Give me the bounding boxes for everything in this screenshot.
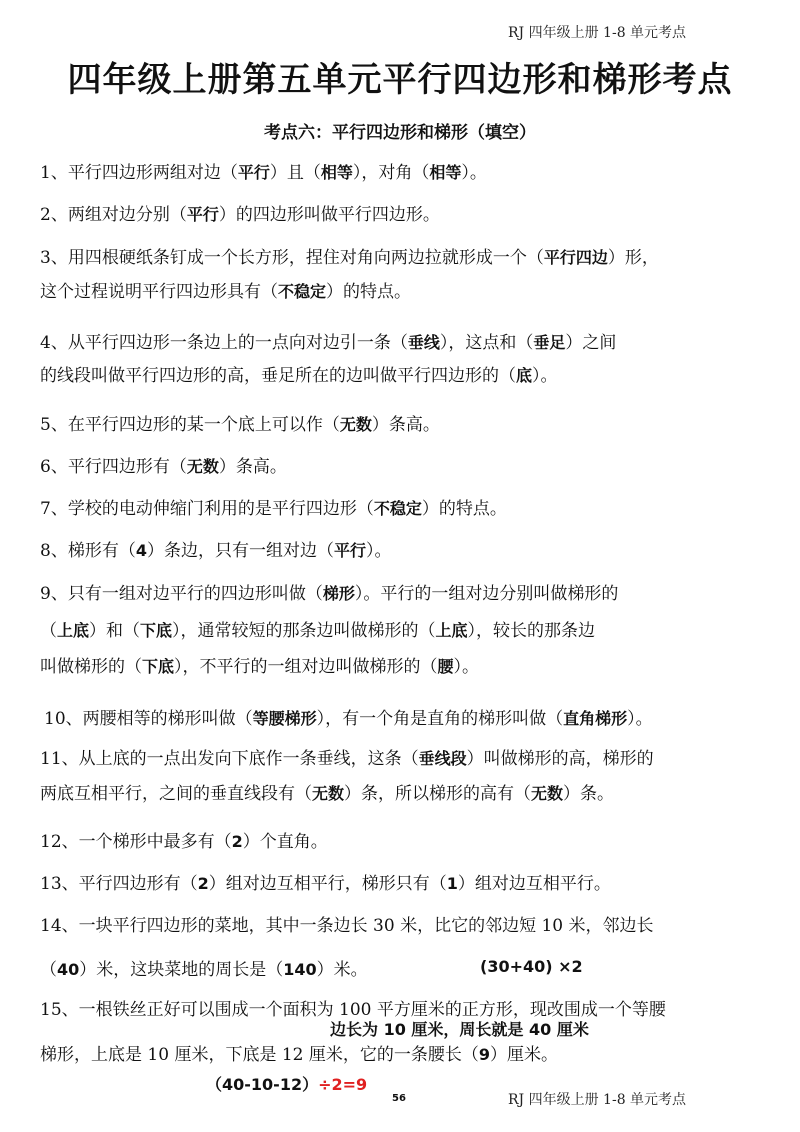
note-15-calculation-red: ÷2=9 <box>318 1075 368 1094</box>
answer-9e: 下底 <box>142 657 175 676</box>
question-11-line-1: 11、从上底的一点出发向下底作一条垂线，这条（垂线段）叫做梯形的高，梯形的 <box>40 749 654 769</box>
answer-9c: 下底 <box>140 621 173 640</box>
note-15-calculation: （40-10-12）÷2=9 <box>206 1075 368 1094</box>
answer-1b: 相等 <box>320 163 353 182</box>
note-15-side-length: 边长为 10 厘米，周长就是 40 厘米 <box>330 1020 589 1039</box>
answer-10a: 等腰梯形 <box>252 709 317 728</box>
answer-5: 无数 <box>339 415 372 434</box>
question-15-line-2: 梯形，上底是 10 厘米，下底是 12 厘米，它的一条腰长（9）厘米。 <box>40 1045 559 1065</box>
answer-14a: 40 <box>57 960 80 979</box>
answer-11b: 无数 <box>312 784 345 803</box>
answer-4b: 垂足 <box>533 333 566 352</box>
page-title: 四年级上册第五单元平行四边形和梯形考点 <box>67 60 733 100</box>
answer-3a: 平行四边 <box>543 248 608 267</box>
answer-3b: 不稳定 <box>278 282 327 301</box>
answer-9b: 上底 <box>57 621 90 640</box>
answer-4a: 垂线 <box>407 333 440 352</box>
question-14-line-1: 14、一块平行四边形的菜地，其中一条边长 30 米，比它的邻边短 10 米，邻边长 <box>40 916 654 936</box>
question-3-line-1: 3、用四根硬纸条钉成一个长方形，捏住对角向两边拉就形成一个（平行四边）形， <box>40 248 659 268</box>
question-13: 13、平行四边形有（2）组对边互相平行，梯形只有（1）组对边互相平行。 <box>40 874 611 894</box>
question-2: 2、两组对边分别（平行）的四边形叫做平行四边形。 <box>40 205 440 225</box>
answer-8b: 平行 <box>333 541 366 560</box>
answer-8a: 4 <box>135 541 147 560</box>
question-9-line-1: 9、只有一组对边平行的四边形叫做（梯形）。平行的一组对边分别叫做梯形的 <box>40 584 619 604</box>
answer-1a: 平行 <box>237 163 270 182</box>
question-9-line-3: 叫做梯形的（下底），不平行的一组对边叫做梯形的（腰）。 <box>40 657 480 677</box>
note-14-calculation: (30+40) ×2 <box>480 957 583 976</box>
question-15-line-1: 15、一根铁丝正好可以围成一个面积为 100 平方厘米的正方形，现改围成一个等腰 <box>40 1000 666 1020</box>
answer-1c: 相等 <box>429 163 462 182</box>
page-number: 56 <box>392 1093 406 1104</box>
question-9-line-2: （上底）和（下底），通常较短的那条边叫做梯形的（上底），较长的那条边 <box>40 621 596 641</box>
question-11-line-2: 两底互相平行，之间的垂直线段有（无数）条，所以梯形的高有（无数）条。 <box>40 784 615 804</box>
answer-7: 不稳定 <box>373 499 422 518</box>
question-7: 7、学校的电动伸缩门利用的是平行四边形（不稳定）的特点。 <box>40 499 507 519</box>
section-subtitle: 考点六：平行四边形和梯形（填空） <box>264 123 536 143</box>
answer-10b: 直角梯形 <box>563 709 628 728</box>
answer-9a: 梯形 <box>322 584 355 603</box>
question-1: 1、平行四边形两组对边（平行）且（相等），对角（相等）。 <box>40 163 487 183</box>
answer-2: 平行 <box>186 205 219 224</box>
question-4-line-2: 的线段叫做平行四边形的高，垂足所在的边叫做平行四边形的（底）。 <box>40 366 558 386</box>
header-bottom: RJ 四年级上册 1-8 单元考点 <box>508 1092 687 1108</box>
question-5: 5、在平行四边形的某一个底上可以作（无数）条高。 <box>40 415 440 435</box>
question-4-line-1: 4、从平行四边形一条边上的一点向对边引一条（垂线），这点和（垂足）之间 <box>40 333 617 353</box>
question-14-line-2: （40）米，这块菜地的周长是（140）米。 <box>40 960 368 980</box>
answer-6: 无数 <box>186 457 219 476</box>
answer-13a: 2 <box>197 874 209 893</box>
header-top: RJ 四年级上册 1-8 单元考点 <box>508 25 687 41</box>
question-10: 10、两腰相等的梯形叫做（等腰梯形），有一个角是直角的梯形叫做（直角梯形）。 <box>44 709 653 729</box>
answer-9f: 腰 <box>437 657 454 676</box>
question-12: 12、一个梯形中最多有（2）个直角。 <box>40 832 328 852</box>
answer-13b: 1 <box>446 874 458 893</box>
question-3-line-2: 这个过程说明平行四边形具有（不稳定）的特点。 <box>40 282 412 302</box>
answer-14b: 140 <box>283 960 317 979</box>
answer-11a: 垂线段 <box>418 749 467 768</box>
question-8: 8、梯形有（4）条边，只有一组对边（平行）。 <box>40 541 392 561</box>
answer-12: 2 <box>231 832 243 851</box>
answer-15: 9 <box>478 1045 491 1064</box>
question-6: 6、平行四边形有（无数）条高。 <box>40 457 287 477</box>
answer-9d: 上底 <box>435 621 468 640</box>
answer-11c: 无数 <box>531 784 564 803</box>
answer-4c: 底 <box>516 366 533 385</box>
